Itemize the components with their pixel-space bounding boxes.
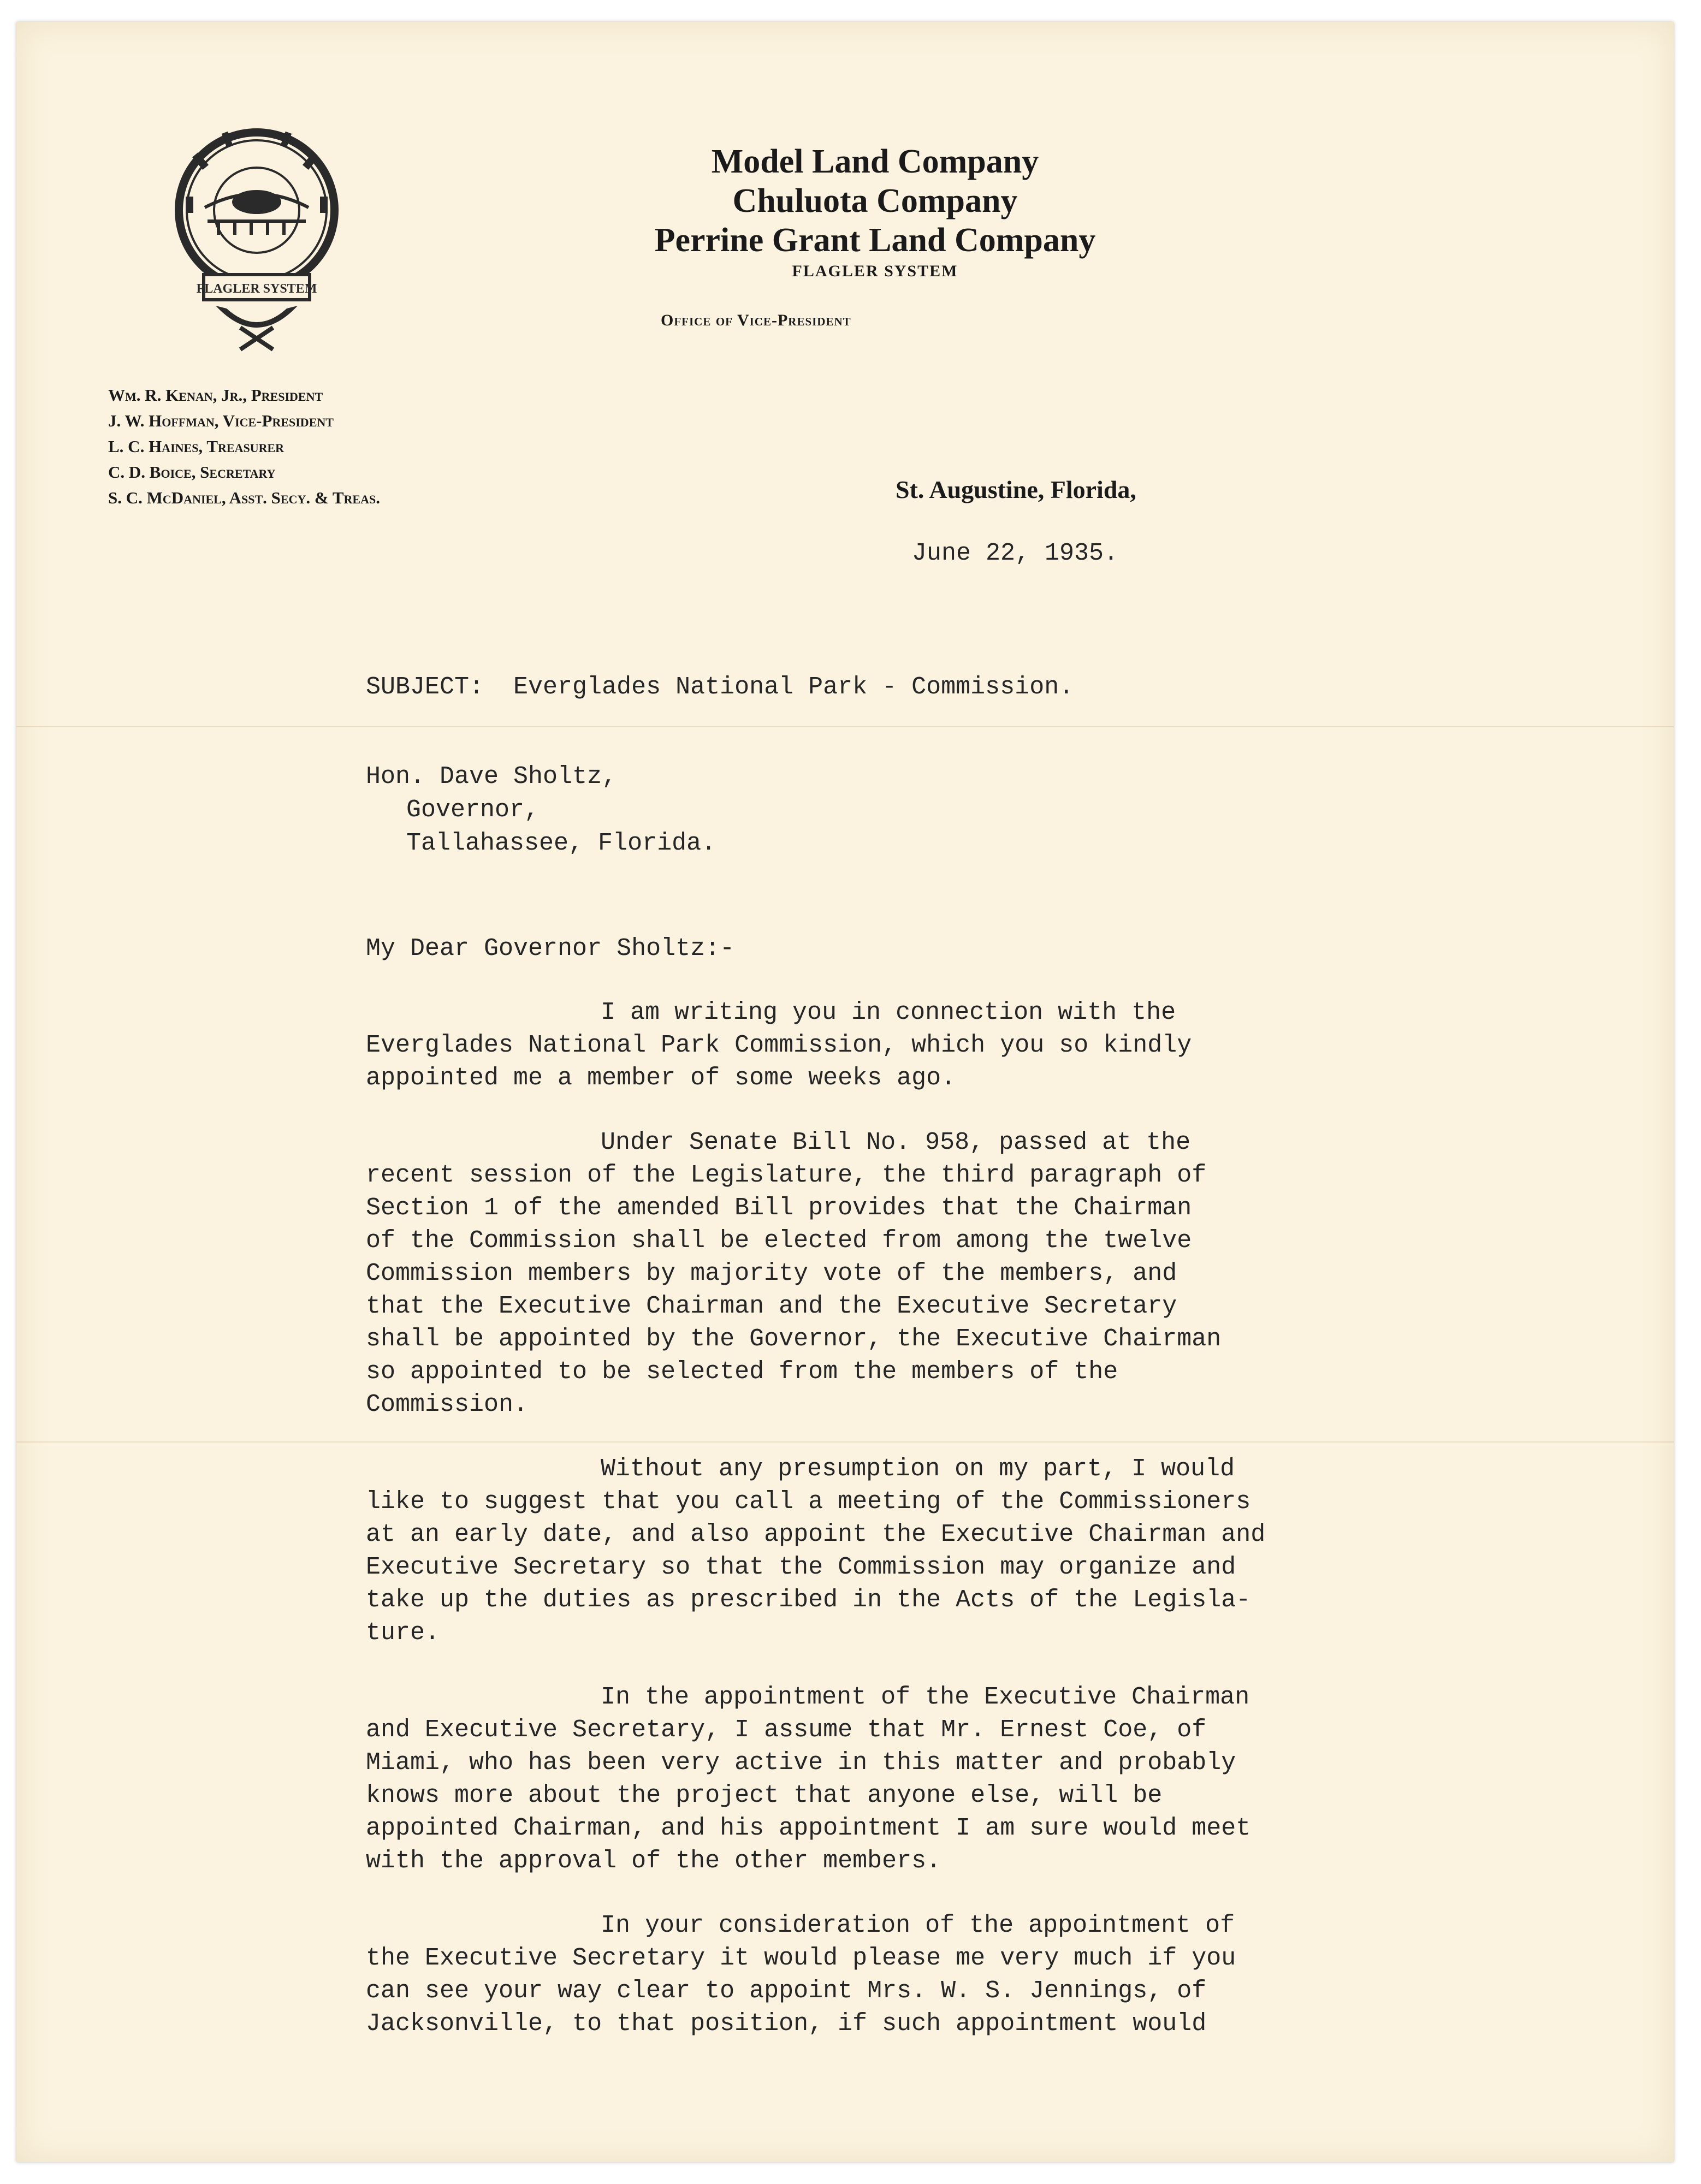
office-title: Office of Vice-President bbox=[661, 311, 851, 329]
company-name: Chuluota Company bbox=[732, 182, 1018, 219]
company-name: Perrine Grant Land Company bbox=[654, 222, 1096, 259]
company-name: Model Land Company bbox=[711, 143, 1039, 180]
body-paragraph bbox=[366, 1126, 1485, 1421]
paragraph-text: I am writing you in connection with the Everglades National Park Commission, which you so kindly appointed me a member of some weeks ago. bbox=[366, 999, 1192, 1092]
paragraph-text: In the appointment of the Executive Chairman and Executive Secretary, I assume that Mr. Ernest Coe, of Miami, who has been very active in this matter and probably knows more about the project that anyone else, will be appointed Chairman, and his appointment I am sure would meet with the approval of the other members. bbox=[366, 1683, 1251, 1875]
officer-list bbox=[108, 382, 380, 511]
letter-date: June 22, 1935. bbox=[912, 539, 1119, 567]
body-paragraph bbox=[366, 1453, 1485, 1649]
letter-place: St. Augustine, Florida, bbox=[896, 476, 1136, 503]
officer: J. W. Hoffman, Vice-President bbox=[108, 411, 334, 430]
paragraph-text: Under Senate Bill No. 958, passed at the recent session of the Legislature, the third paragraph of Section 1 of the amended Bill provides that the Chairman of the Commission shall be elected from among the twelve Commission members by majority vote of the members, and that the Executive Chairman and the Executive Secretary shall be appointed by the Governor, the Executive Chairman so appointed to be selected from the members of the Commission. bbox=[366, 1129, 1222, 1419]
paragraph-text: Without any presumption on my part, I would like to suggest that you call a meeting of the Commissioners at an early date, and also appoint the Executive Chairman and Executive Secretary so that the Commission may organize and take up the duties as prescribed in the Acts of the Legisla- ture. bbox=[366, 1455, 1266, 1647]
letter-subject: SUBJECT: Everglades National Park - Commission. bbox=[366, 673, 1074, 701]
officer: L. C. Haines, Treasurer bbox=[108, 437, 285, 456]
address-line: Tallahassee, Florida. bbox=[406, 829, 716, 857]
officer: C. D. Boice, Secretary bbox=[108, 462, 276, 482]
fold-line bbox=[16, 726, 1674, 727]
address-line: Hon. Dave Sholtz, bbox=[366, 763, 617, 791]
paragraph-text: In your consideration of the appointment of the Executive Secretary it would please me very much if you can see your way clear to appoint Mrs. W. S. Jennings, of Jacksonville, to that position, if such appointment would bbox=[366, 1912, 1236, 2038]
salutation: My Dear Governor Sholtz:- bbox=[366, 935, 735, 963]
letter-body bbox=[366, 996, 1485, 2072]
letter-page bbox=[16, 22, 1674, 2162]
address-line: Governor, bbox=[406, 796, 540, 824]
officer: S. C. McDaniel, Asst. Secy. & Treas. bbox=[108, 488, 380, 507]
system-name: FLAGLER SYSTEM bbox=[792, 262, 958, 280]
seal-text: FLAGLER SYSTEM bbox=[196, 282, 317, 296]
letterhead-companies bbox=[16, 142, 1674, 281]
body-paragraph bbox=[366, 1909, 1485, 2040]
officer: Wm. R. Kenan, Jr., President bbox=[108, 385, 323, 405]
body-paragraph bbox=[366, 996, 1485, 1095]
recipient-address bbox=[366, 760, 716, 860]
body-paragraph bbox=[366, 1681, 1485, 1878]
